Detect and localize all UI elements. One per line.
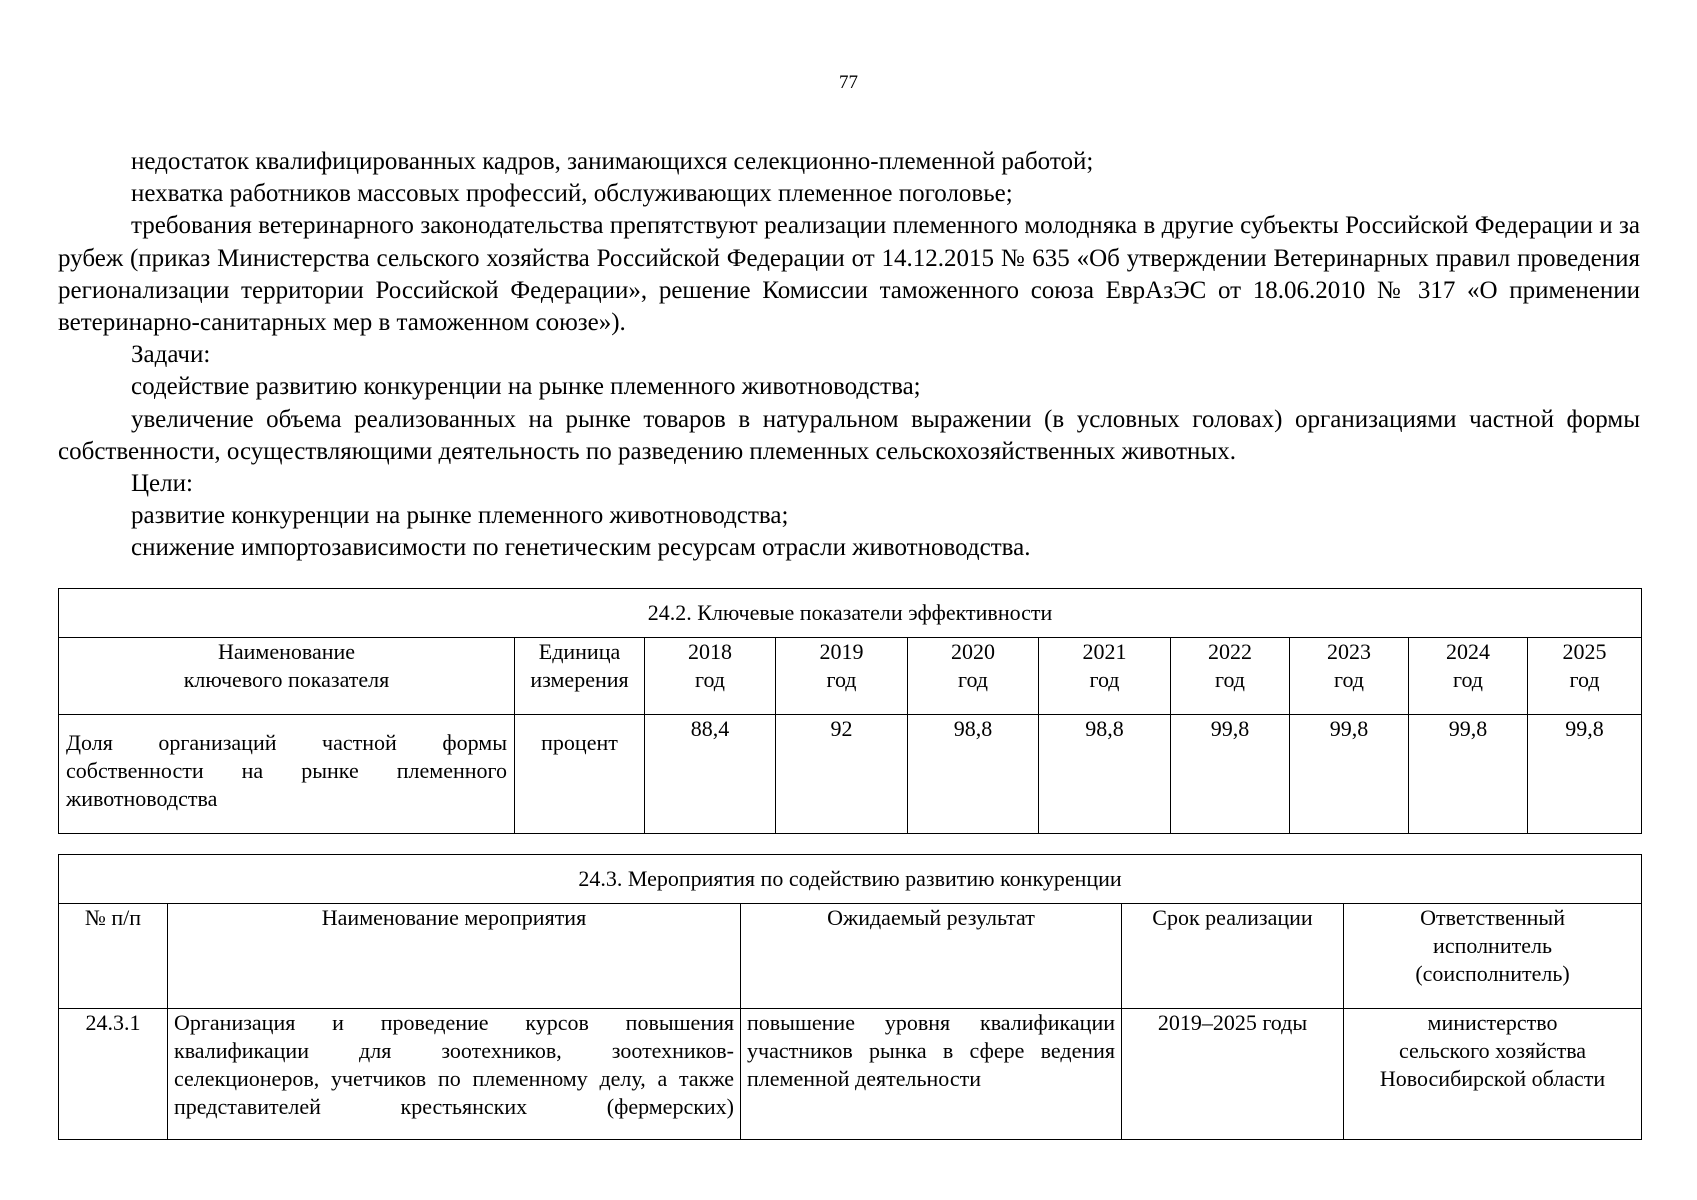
event-name: Организация и проведение курсов повышения квалификации для зоотехников, зоотехников-селекционеров, учетчиков по племенному делу, а также представителей крестьянских (фермерских): [168, 1009, 741, 1140]
kpi-header-year: [645, 638, 776, 715]
year-suffix: год: [826, 667, 857, 692]
year-suffix: год: [957, 667, 989, 692]
event-responsible: [1344, 1009, 1642, 1140]
events-header-responsible: [1344, 904, 1642, 1009]
event-result: повышение уровня квалификации участников рынка в сфере ведения племенной деятельности: [741, 1009, 1122, 1140]
kpi-value: 92: [776, 715, 908, 834]
kpi-header-year: [776, 638, 908, 715]
events-header-responsible-line1: Ответственный: [1420, 905, 1565, 930]
kpi-value: 98,8: [1039, 715, 1171, 834]
events-header-result: Ожидаемый результат: [741, 904, 1122, 1009]
body-text: [58, 146, 1640, 565]
kpi-header-year: [908, 638, 1039, 715]
events-table-header-row: [59, 904, 1642, 1009]
year-suffix: год: [694, 667, 726, 692]
year-label: 2025: [1562, 639, 1607, 664]
kpi-header-year: [1171, 638, 1290, 715]
kpi-indicator-name: Доля организаций частной формы собственности на рынке племенного животноводства: [59, 715, 515, 834]
kpi-header-year: [1528, 638, 1642, 715]
kpi-header-unit-line1: Единица: [538, 639, 621, 664]
task-item-2: увеличение объема реализованных на рынке товаров в натуральном выражении (в условных головах) организациями частной формы собственности, осуществляющими деятельность по разведению племенных сельскохозяйственных животных.: [58, 405, 1640, 465]
kpi-header-unit-line2: измерения: [530, 667, 629, 692]
kpi-header-unit: [515, 638, 645, 715]
year-label: 2020: [951, 639, 995, 664]
kpi-value: 99,8: [1528, 715, 1642, 834]
kpi-table-caption: 24.2. Ключевые показатели эффективности: [59, 589, 1642, 638]
year-suffix: год: [1569, 667, 1600, 692]
events-header-num: № п/п: [59, 904, 168, 1009]
year-suffix: год: [1214, 667, 1246, 692]
kpi-value: 98,8: [908, 715, 1039, 834]
kpi-header-year: [1409, 638, 1528, 715]
events-header-responsible-line3: (соисполнитель): [1415, 961, 1570, 986]
events-table: [58, 854, 1642, 1140]
event-responsible-line1: министерство: [1427, 1010, 1558, 1035]
goals-heading: Цели:: [131, 470, 193, 498]
kpi-table: [58, 588, 1642, 834]
year-suffix: год: [1452, 667, 1484, 692]
goal-item-1: развитие конкуренции на рынке племенного животноводства;: [131, 502, 789, 530]
year-suffix: год: [1089, 667, 1120, 692]
tasks-heading: Задачи:: [131, 341, 211, 369]
events-header-responsible-line2: исполнитель: [1433, 933, 1552, 958]
page-number: 77: [839, 72, 858, 93]
events-table-caption: 24.3. Мероприятия по содействию развитию конкуренции: [59, 855, 1642, 904]
kpi-header-year: [1039, 638, 1171, 715]
year-label: 2021: [1082, 639, 1127, 664]
event-number: 24.3.1: [59, 1009, 168, 1140]
kpi-indicator-unit: процент: [515, 715, 645, 834]
kpi-header-name: [59, 638, 515, 715]
year-label: 2018: [688, 639, 732, 664]
task-item-1: содействие развитию конкуренции на рынке племенного животноводства;: [131, 373, 921, 401]
year-suffix: год: [1333, 667, 1365, 692]
kpi-header-name-line2: ключевого показателя: [183, 667, 390, 692]
kpi-header-year: [1290, 638, 1409, 715]
year-label: 2022: [1208, 639, 1252, 664]
kpi-table-header-row: [59, 638, 1642, 715]
events-header-term: Срок реализации: [1122, 904, 1344, 1009]
event-responsible-line2: сельского хозяйства: [1398, 1038, 1587, 1063]
goal-item-2: снижение импортозависимости по генетическим ресурсам отрасли животноводства.: [131, 534, 1031, 562]
event-responsible-line3: Новосибирской области: [1379, 1066, 1606, 1091]
kpi-value: 99,8: [1171, 715, 1290, 834]
event-term: 2019–2025 годы: [1122, 1009, 1344, 1140]
kpi-value: 99,8: [1409, 715, 1528, 834]
problem-line-staff: недостаток квалифицированных кадров, занимающихся селекционно-племенной работой;: [131, 148, 1094, 175]
kpi-header-name-line1: Наименование: [217, 639, 356, 664]
problem-line-workers: нехватка работников массовых профессий, обслуживающих племенное поголовье;: [131, 180, 1013, 208]
events-table-row: [59, 1009, 1642, 1140]
kpi-value: 99,8: [1290, 715, 1409, 834]
kpi-table-row: [59, 715, 1642, 834]
events-header-event: Наименование мероприятия: [168, 904, 741, 1009]
kpi-value: 88,4: [645, 715, 776, 834]
year-label: 2023: [1327, 639, 1371, 664]
year-label: 2019: [819, 639, 864, 664]
year-label: 2024: [1446, 639, 1490, 664]
problem-paragraph-veterinary: требования ветеринарного законодательства препятствуют реализации племенного молодняка в другие субъекты Российской Федерации и за рубеж (приказ Министерства сельского хозяйства Российской Федерации от 14.12.2015 № 635 «Об утверждении Ветеринарных правил проведения регионализации территории Российской Федерации», решение Комиссии таможенного союза ЕврАзЭС от 18.06.2010 № 317 «О применении ветеринарно-санитарных мер в таможенном союзе»).: [58, 212, 1640, 337]
